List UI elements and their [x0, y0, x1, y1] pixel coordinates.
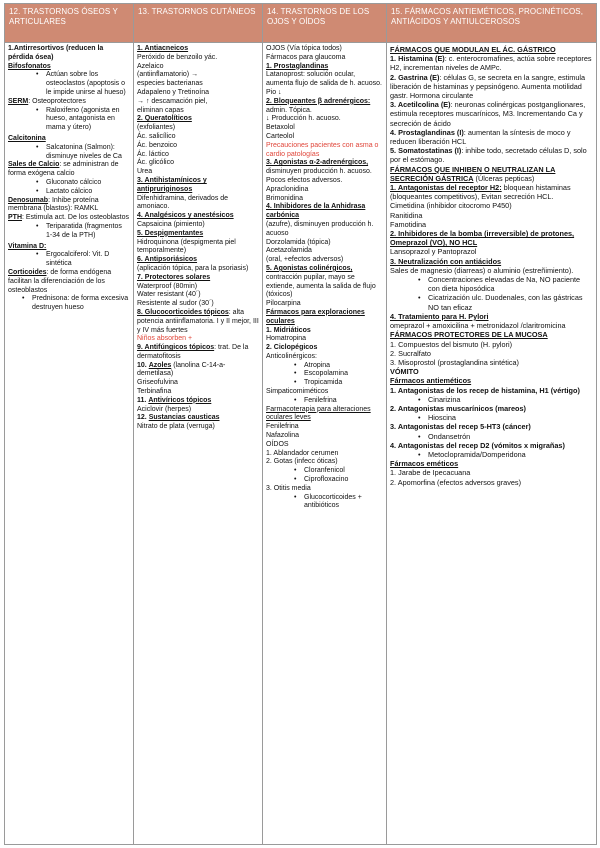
list-item: • Cinarizina [418, 395, 593, 404]
antagonist-h2-line [390, 183, 593, 201]
pth-line [8, 214, 130, 223]
serm-line [8, 98, 130, 107]
text-line: Pilocarpina [266, 300, 301, 308]
text-line: Ác. láctico [137, 150, 169, 158]
denosumab-text: : Inhibe proteína membrana (blastos): RAMKL [8, 196, 99, 213]
modulator-item [390, 100, 593, 128]
list-item: • Cicatrización ulc. Duodenales, con las gástricas NO tan eficaz [418, 293, 593, 311]
item-text: bloquean histaminas (bloqueantes competitivos), Evitan secreción HCL. [390, 183, 571, 202]
header-bones-joints: 12. TRASTORNOS ÓSEOS Y ARTICULARES [5, 4, 134, 43]
modulator-item [390, 128, 593, 146]
text-line: Fenilefrina [266, 423, 299, 431]
text-line: Anticolinérgicos: [266, 352, 317, 360]
list-item: • Prednisona: de forma excesiva destruyen hueso [22, 295, 130, 313]
serm-title: SERM [8, 97, 29, 105]
antiviral-line [137, 397, 259, 406]
list-item: • Hioscina [418, 413, 593, 422]
list-item: • Teriparatida (fragmentos 1-34 de la PTH) [36, 223, 130, 241]
bisphosphonates-title: Bifosfonatos [8, 62, 51, 70]
inhibitors-heading-line [390, 165, 593, 183]
numbered-title: 1. Midriáticos [266, 326, 311, 334]
text-line: Ác. benzoico [137, 141, 178, 149]
text-line: Acetazolamida [266, 247, 312, 255]
text-line: Urea [137, 168, 153, 176]
list-item: • Cloranfenicol [294, 467, 383, 476]
serm-list [8, 107, 130, 133]
d2-list [390, 450, 593, 459]
section-number: 12. [137, 414, 147, 422]
text-line: Ác. salicílico [137, 132, 176, 140]
item-text: : neuronas colinérgicas postganglionares, estimula receptores muscarínicos, M3. Incrementando Ca y secreción de ácido [390, 100, 586, 128]
text-line: (exfoliantes) [137, 124, 176, 132]
numbered-title: 2. Antagonistas muscarínicos (mareos) [390, 403, 526, 413]
list-item: • Escopolamina [294, 370, 383, 379]
text-line: Dorzolamida (tópica) [266, 238, 331, 246]
item-text: : c. enterocromafines, actúa sobre receptores H2, incrementan niveles de AMPc. [390, 54, 592, 73]
text-line: Hidroquinona (despigmenta piel temporalmente) [137, 238, 236, 255]
list-item: • Actúan sobre los osteoclastos (apoptosis o le impide unirse al hueso) [36, 71, 130, 97]
section-title: 3. Agonistas α-2-adrenérgicos, [266, 159, 369, 167]
section-title: 3. Antihistamínicos y antipruriginosos [137, 176, 207, 193]
text-line: Peróxido de benzoilo yác. [137, 53, 218, 61]
caustic-line [137, 414, 259, 423]
ears-title: OÍDOS [266, 440, 289, 448]
item-title: 1. Antagonistas del receptor H2: [390, 183, 502, 193]
pth-text: : Estimula act. De los osteoblastos [22, 214, 129, 222]
modulator-item [390, 54, 593, 72]
text-line: disminuyen producción h. acuoso. Pocos efectos adversos. [266, 168, 372, 184]
glucocorticoids-line [137, 309, 259, 335]
section-number: 11. [137, 396, 147, 404]
column-antiemetics [387, 43, 597, 845]
precaution-warning: Precauciones pacientes con asma o cardio patologías [266, 141, 379, 158]
vomit-heading: VÓMITO [390, 367, 419, 377]
text-line: (antiinflamatorio) → [137, 71, 199, 79]
modulator-item [390, 73, 593, 101]
text-line: Famotidina [390, 219, 427, 229]
text-line: Water resistant (40´) [137, 291, 201, 299]
text-line: (aplicación tópica, para la psoriasis) [137, 264, 249, 272]
list-item: • Ergocalciferol: Vit. D sintética [36, 251, 130, 269]
item-text: : aumentan la síntesis de moco y reducen liberación HCL [390, 127, 571, 147]
text-line: → ↑ descamación piel, [137, 97, 208, 105]
section-title: Antivíricos tópicos [148, 396, 212, 404]
numbered-title: 4. Antagonistas del recep D2 (vómitos x migrañas) [390, 440, 565, 450]
text-line: Lansoprazol y Pantoprazol [390, 247, 477, 257]
item-text: : inhibe todo, secretado células D, solo por el estómago. [390, 146, 587, 165]
section-title: 9. Antifúngicos tópicos [137, 344, 215, 352]
text-line: 2. Sucralfato [390, 348, 431, 358]
serm-text: : Osteoprotectores [28, 97, 86, 105]
section-title: 7. Protectores solares [137, 273, 211, 281]
subsection-title: Fármacos antieméticos [390, 376, 472, 386]
item-title: 1. Histamina (E) [390, 54, 445, 64]
text-line: Betaxolol [266, 124, 295, 132]
numbered-title: 1. Ablandador cerumen [266, 449, 339, 457]
text-line: 1. Compuestos del bismuto (H. pylori) [390, 339, 513, 349]
vitamin-d-title: Vitamina D: [8, 242, 47, 250]
text-line: Terbinafina [137, 388, 172, 396]
section-title: 8. Glucocorticoides tópicos [137, 308, 229, 316]
calcitonin-title: Calcitonina [8, 134, 46, 142]
list-item: • Ciprofloxacino [294, 476, 383, 485]
text-line: Waterproof (80min) [137, 282, 198, 290]
text-line: Nitrato de plata (verruga) [137, 423, 215, 431]
section-title: 1. Prostaglandinas [266, 62, 329, 70]
section-title: 5. Despigmentantes [137, 229, 204, 237]
section-title: 4. Analgésicos y anestésicos [137, 212, 234, 220]
item-title: 3. Acetilcolina (E) [390, 100, 451, 110]
text-line: ↓ Producción h. acuoso. [266, 115, 341, 123]
section-heading: FÁRMACOS QUE INHIBEN O NEUTRALIZAN LA SECRECIÓN GÁSTRICA [390, 164, 556, 183]
column-skin [134, 43, 263, 845]
text-line: 3. Misoprostol (prostaglandina sintética) [390, 357, 519, 367]
pharmacology-table [4, 3, 597, 845]
item-title: 4. Tratamiento para H. Pylori [390, 311, 489, 321]
section-title: Sustancias causticas [148, 414, 220, 422]
header-antiemetics: 15. FÁRMACOS ANTIEMÉTICOS, PROCINÉTICOS, ANTIÁCIDOS Y ANTIULCEROSOS [387, 4, 597, 43]
column-bones-joints [5, 43, 134, 845]
calcitonin-list [8, 144, 130, 162]
anticholinergic-list [266, 362, 383, 388]
list-item: • Fenilefrina [294, 397, 383, 406]
text-line: contracción pupilar, mayo se extiende, aumenta la salida de flujo (tóxicos) [266, 273, 376, 299]
text-line: Apraclonidina [266, 185, 309, 193]
text-line: Simpaticomiméticos [266, 388, 329, 396]
vitamin-d-list [8, 251, 130, 269]
ht3-list [390, 432, 593, 441]
text-line: Ranitidina [390, 210, 423, 220]
body-row [5, 43, 597, 845]
section-title: 5. Agonistas colinérgicos, [266, 264, 353, 272]
numbered-title: 3. Antagonistas del recep 5-HT3 (cáncer) [390, 422, 531, 432]
item-title: 2. Gastrina (E) [390, 72, 440, 82]
antifungal-line [137, 344, 259, 362]
section-title: 4. Inhibidores de la Anhidrasa carbónica [266, 203, 366, 220]
header-skin: 13. TRASTORNOS CUTÁNEOS [134, 4, 263, 43]
text-line: Difenhidramina, derivados de amoniaco. [137, 194, 229, 211]
list-item: • Salcatonina (Salmon): disminuye niveles de Ca [36, 144, 130, 162]
text-line: Carteolol [266, 132, 295, 140]
list-item: • Concentraciones elevadas de Na, NO paciente con dieta hiposódica [418, 275, 593, 293]
pth-title: PTH [8, 214, 22, 222]
text-line: Adapaleno y Tretinoína [137, 88, 209, 96]
section-title: 2. Queratolíticos [137, 115, 192, 123]
denosumab-line [8, 197, 130, 215]
list-item: • Atropina [294, 362, 383, 371]
h1-list [390, 395, 593, 404]
text-line: OJOS (Vía tópica todos) [266, 45, 342, 52]
text-line: omeprazol + amoxicilina + metronidazol /claritromicina [390, 321, 566, 331]
antacid-list [390, 275, 593, 312]
item-text: : células G, se secreta en la sangre, estimula liberación de histaminas y pepsinógeno. Aumenta motilidad gastr. Hormona circulante [390, 72, 586, 101]
numbered-title: 3. Otitis media [266, 484, 311, 492]
calcium-salts-text: : se administran de forma exógena calcio [8, 161, 119, 178]
text-line: Latanoprost: solución ocular, aumenta flujo de salida de h. acuoso. Pio ↓ [266, 71, 382, 96]
pth-list [8, 223, 130, 241]
list-item: • Metoclopramida/Domperidona [418, 450, 593, 459]
list-item: • Tropicamida [294, 379, 383, 388]
text-line: (lanolina C-14-a-demetilasa) [137, 361, 226, 378]
list-item: • Raloxifeno (agonista en hueso, antagonista en mama y útero) [36, 107, 130, 133]
subsection-title: Fármacos para exploraciones oculares [266, 308, 365, 325]
section-heading: FÁRMACOS PROTECTORES DE LA MUCOSA [390, 330, 548, 340]
children-warning: Niños absorben + [137, 335, 193, 343]
muscarinic-list [390, 413, 593, 422]
column-eyes-ears [263, 43, 387, 845]
section-heading: FÁRMACOS QUE MODULAN EL ÁC. GÁSTRICO [390, 45, 556, 54]
heading-note: (Úlceras pepticas) [473, 173, 535, 183]
list-item: • Lactato cálcico [36, 188, 130, 197]
text-line: eliminan capas [137, 106, 184, 114]
text-line: Aciclovir (herpes) [137, 405, 192, 413]
corticoids-list [8, 295, 130, 313]
calcium-salts-list [8, 179, 130, 197]
calcium-salts-line [8, 161, 130, 179]
text-line: Homatropina [266, 335, 307, 343]
bisphosphonates-list [8, 71, 130, 97]
text-line: (oral, +efectos adversos) [266, 256, 344, 264]
section-number: 10. [137, 361, 147, 369]
corticoids-text: : de forma endógena facilitan la diferenciación de los osteoblastos [8, 268, 112, 294]
header-eyes-ears: 14. TRASTORNOS DE LOS OJOS Y OÍDOS [263, 4, 387, 43]
text-line: Fármacos para glaucoma [266, 53, 346, 61]
list-item: • Ondansetrón [418, 432, 593, 441]
otic-drops-list [266, 467, 383, 485]
header-row [5, 4, 597, 43]
section-title: Azoles [148, 361, 172, 369]
text-line: : alta potencia antiinflamatoria. I y II mejor, III y IV más fuertes [137, 308, 259, 334]
text-line: Brimonidina [266, 194, 303, 202]
text-line: 2. Apomorfina (efectos adversos graves) [390, 477, 522, 487]
denosumab-title: Denosumab [8, 196, 49, 204]
subsection-title: Fármacos eméticos [390, 459, 459, 469]
corticoids-line [8, 269, 130, 295]
numbered-title: 2. Gotas (infecc óticas) [266, 458, 338, 466]
numbered-title: 2. Ciclopégicos [266, 344, 318, 352]
numbered-title: 1. Antagonistas de los recep de histamina, H1 (vértigo) [390, 385, 580, 395]
text-line: : trat. De la dermatofitosis [137, 344, 249, 360]
text-line: especies bacterianas [137, 80, 203, 88]
modulator-item [390, 146, 593, 164]
subsection-title: Farmacoterapia para alteraciones oculares leves [266, 405, 371, 422]
corticoids-title: Corticoides [8, 268, 47, 276]
item-title: 4. Prostaglandinas (I) [390, 127, 464, 137]
item-title: 5. Somatostatinas (I) [390, 146, 462, 156]
calcium-salts-title: Sales de Calcio [8, 161, 60, 169]
section-title: 6. Antipsoriásicos [137, 256, 198, 264]
azoles-line [137, 362, 259, 380]
item-title: 2. Inhibidores de la bomba (irreversible) de protones, Omeprazol (VO), NO HCL [390, 229, 575, 248]
text-line: 1. Jarabe de Ipecacuana [390, 468, 471, 478]
item-title: 3. Neutralización con antiácidos [390, 256, 502, 266]
text-line: Capsaicina (pimiento) [137, 220, 205, 228]
text-line: admin. Tópica. [266, 106, 312, 114]
text-line: Ác. glicólico [137, 159, 174, 167]
sympathomimetic-list [266, 397, 383, 406]
otitis-list [266, 494, 383, 512]
antiresorptive-intro: 1.Antirresortivos (reducen la pérdida ósea) [8, 45, 104, 61]
text-line: Nafazolina [266, 432, 300, 440]
text-line: Resistente al sudor (30´) [137, 300, 214, 308]
list-item: • Glucocorticoides + antibióticos [294, 494, 383, 512]
text-line: Sales de magnesio (diarreas) o aluminio (estreñimiento). [390, 265, 574, 275]
text-line: Azelaico [137, 62, 164, 70]
text-line: (azufre), disminuyen producción h. acuoso [266, 220, 374, 237]
text-line: Griseofulvina [137, 379, 178, 387]
text-line: Cimetidina (inhibidor citocromo P450) [390, 201, 512, 211]
list-item: • Gluconato cálcico [36, 179, 130, 188]
section-title: 2. Bloqueantes β adrenérgicos: [266, 97, 371, 105]
section-title: 1. Antiacneicos [137, 45, 189, 52]
